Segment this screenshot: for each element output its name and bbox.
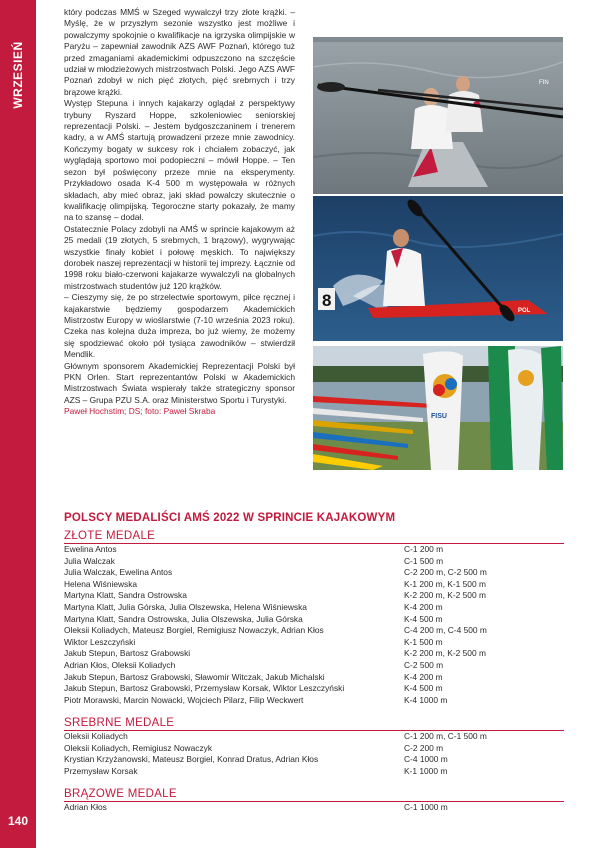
photo-credit: Paweł Hochstim; DS; foto: Paweł Skraba — [64, 406, 216, 417]
medal-athletes: Adrian Kłos — [64, 802, 107, 812]
article-body — [64, 7, 295, 418]
medal-athletes: Martyna Klatt, Julia Górska, Julia Olszewska, Helena Wiśniewska — [64, 601, 307, 612]
photo-boats-banners — [313, 346, 563, 470]
medal-events: K-1 500 m — [404, 636, 443, 647]
medal-events: K-4 200 m — [404, 671, 443, 682]
medal-row — [64, 695, 564, 707]
medal-athletes: Helena Wiśniewska — [64, 578, 138, 589]
article-paragraph: Głównym sponsorem Akademickiej Reprezentacji Polski był PKN Orlen. Start reprezentantów Polski w Akademickich Mistrzostwach Świata wspierały także strategiczny sponsor AZS – Grupa PZU S.A. oraz Ministerstwo Sportu i Turystyki. — [64, 360, 295, 405]
bronze-medals-heading: BRĄZOWE MEDALE — [64, 788, 564, 802]
article-paragraph: który podczas MMŚ w Szeged wywalczył trzy złote krążki. – Myślę, że w przyszłym sezonie wszystko jest możliwe i powalczymy spokojnie o kwalifikacje na igrzyska olimpijskie w Paryżu – zapewniał zawodnik AZS AWF Poznań, którego tuż przed zmaganiami akademickimi odpuszczono na szczęście udział w młodzieżowych mistrzostwach Polski. Jego AZS AWF Poznań zdobył w nich pięć złotych, pięć srebrnych i trzy brązowe krążki. — [64, 7, 295, 97]
medal-events: C-1 500 m — [404, 555, 444, 566]
medal-athletes: Piotr Morawski, Marcin Nowacki, Wojciech Pilarz, Filip Weckwert — [64, 694, 304, 705]
article-paragraph: – Cieszymy się, że po strzelectwie sportowym, piłce ręcznej i kajakarstwie będziemy gospodarzem Akademickich Mistrzostw Europy w wioślarstwie (7-10 września 2023 roku). Czeka nas kolejna duża impreza, bo już wiemy, że możemy się spodziewać około pół tysiąca zawodników – stwierdził Mendlik. — [64, 292, 295, 360]
medal-athletes: Julia Walczak — [64, 555, 115, 566]
medal-athletes: Oleksii Koliadych — [64, 731, 128, 741]
medal-athletes: Wiktor Leszczyński — [64, 636, 136, 647]
medal-row — [64, 683, 564, 695]
medal-athletes: Adrian Kłos, Oleksii Koliadych — [64, 659, 176, 670]
medal-row — [64, 625, 564, 637]
medal-events: C-2 200 m, C-2 500 m — [404, 567, 487, 578]
medal-athletes: Julia Walczak, Ewelina Antos — [64, 567, 173, 578]
medal-row — [64, 637, 564, 649]
medal-athletes: Jakub Stepun, Bartosz Grabowski, Sławomir Witczak, Jakub Michalski — [64, 671, 325, 682]
photo-banner-text: FISU — [431, 413, 447, 420]
medal-athletes: Jakub Stepun, Bartosz Grabowski — [64, 648, 191, 659]
medal-events: K-2 200 m, K-2 500 m — [404, 590, 486, 601]
article-paragraph: Występ Stepuna i innych kajakarzy oglądał z perspektywy trybuny Ryszard Hoppe, szkoleniowiec seniorskiej reprezentacji Polski. – Jestem bydgoszczaninem i trenerem kadry, a w AMŚ startują prowadzeni przeze mnie zawodnicy. Kończymy bogaty w sukcesy rok i chciałem zobaczyć, jak wyglądają sportowo moi podopieczni – mówił Hoppe. – Ten sezon był poświęcony przeze mnie na eksperymenty. Przykładowo osada K-4 500 m występowała w różnych składach, aby mieć obraz, jaki skład powalczy skutecznie o kwalifikację olimpijską. Tegoroczne starty pokazały, że mamy na to szansę – dodał. — [64, 98, 295, 223]
photo-bib-number: 8 — [322, 291, 332, 310]
medal-events: K-4 500 m — [404, 683, 443, 694]
medal-row — [64, 743, 564, 755]
medal-events: C-1 1000 m — [404, 802, 448, 812]
medal-row — [64, 802, 564, 814]
photo-k2-kayakers — [313, 37, 563, 194]
section-label: WRZESIEŃ — [11, 41, 25, 109]
medal-athletes: Przemysław Korsak — [64, 765, 138, 776]
medal-athletes: Ewelina Antos — [64, 544, 117, 554]
medal-row — [64, 614, 564, 626]
medal-events: K-4 1000 m — [404, 694, 448, 705]
medal-row — [64, 567, 564, 579]
medals-title: POLSCY MEDALIŚCI AMŚ 2022 W SPRINCIE KAJAKOWYM — [64, 512, 396, 524]
photo-k1-kayaker — [313, 196, 563, 341]
side-bar — [0, 0, 36, 848]
medal-athletes: Krystian Krzyżanowski, Mateusz Borgiel, Konrad Dratus, Adrian Kłos — [64, 754, 319, 765]
silver-medals-section — [64, 717, 564, 777]
photo-flag-text: FIN — [539, 80, 549, 86]
silver-medals-heading: SREBRNE MEDALE — [64, 717, 564, 731]
medal-athletes: Jakub Stepun, Bartosz Grabowski, Przemysław Korsak, Wiktor Leszczyński — [64, 683, 345, 694]
medal-row — [64, 648, 564, 660]
medal-events: K-1 1000 m — [404, 765, 448, 776]
medal-row — [64, 672, 564, 684]
medal-events: C-2 200 m — [404, 742, 444, 753]
medal-row — [64, 579, 564, 591]
medal-events: C-4 1000 m — [404, 754, 448, 765]
medal-row — [64, 602, 564, 614]
medal-row — [64, 754, 564, 766]
medal-row — [64, 590, 564, 602]
medal-events: K-4 200 m — [404, 601, 443, 612]
medal-events: K-1 200 m, K-1 500 m — [404, 578, 486, 589]
medal-events: C-2 500 m — [404, 659, 444, 670]
medal-row — [64, 731, 564, 743]
page-number: 140 — [7, 814, 29, 828]
medal-row — [64, 556, 564, 568]
medal-row — [64, 660, 564, 672]
medal-athletes: Oleksii Koliadych, Remigiusz Nowaczyk — [64, 742, 213, 753]
gold-medals-heading: ZŁOTE MEDALE — [64, 530, 564, 544]
medal-row — [64, 766, 564, 778]
gold-medals-section — [64, 530, 564, 706]
medal-row — [64, 544, 564, 556]
medal-events: C-4 200 m, C-4 500 m — [404, 625, 487, 636]
article-paragraph: Ostatecznie Polacy zdobyli na AMŚ w sprincie kajakowym aż 25 medali (19 złotych, 5 srebrnych, 1 brązowy), wygrywając wszystkie finały kobiet i połowę męskich. To największy dorobek naszej reprezentacji w historii tej imprezy. Łącznie od 1998 roku biało-czerwoni kajakarze wywalczyli na globalnych mistrzostwach studentów już 120 krążków. — [64, 223, 295, 291]
medal-athletes: Martyna Klatt, Sandra Ostrowska, Julia Olszewska, Julia Górska — [64, 613, 303, 624]
medal-events: K-2 200 m, K-2 500 m — [404, 648, 486, 659]
bronze-medals-section — [64, 788, 564, 814]
medal-events: C-1 200 m — [404, 544, 444, 554]
medal-events: C-1 200 m, C-1 500 m — [404, 731, 487, 741]
medal-athletes: Oleksii Koliadych, Mateusz Borgiel, Remigiusz Nowaczyk, Adrian Kłos — [64, 625, 324, 636]
medal-athletes: Martyna Klatt, Sandra Ostrowska — [64, 590, 187, 601]
photo-bow-text: POL — [518, 308, 531, 314]
medal-events: K-4 500 m — [404, 613, 443, 624]
